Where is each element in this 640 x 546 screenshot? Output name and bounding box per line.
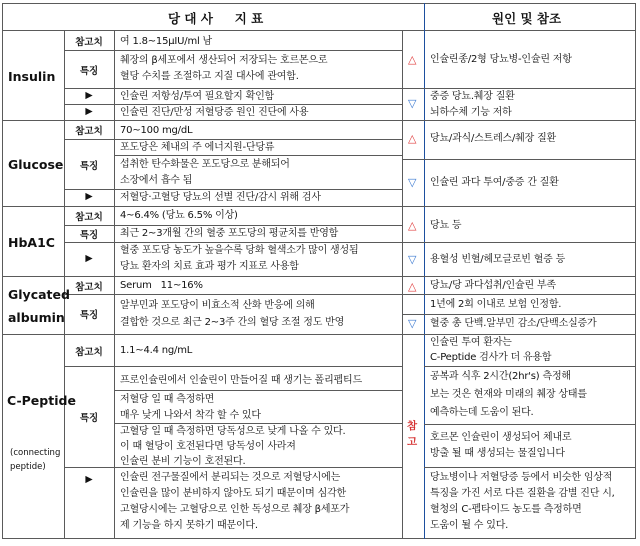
glucose-feat-label: 특징 bbox=[79, 161, 99, 172]
glycated-down-marker: ▽ bbox=[408, 317, 417, 330]
glucose-up-marker: △ bbox=[408, 132, 417, 145]
param-glucose: Glucose bbox=[8, 157, 64, 172]
cpep-r4-3: 혈청의 C-펩타이드 농도를 측정하면 bbox=[430, 504, 582, 515]
table-border-right bbox=[635, 3, 636, 539]
insulin-line-1 bbox=[64, 50, 402, 51]
cpep-ref: 1.1~4.4 ng/mL bbox=[120, 345, 193, 356]
insulin-up: 인슐린종/2형 당뇨병-인슐린 저항 bbox=[430, 54, 572, 65]
insulin-feat-2: 혈당 수치를 조절하고 지질 대사에 관여함. bbox=[120, 71, 299, 82]
param-cpep: C-Peptide bbox=[7, 393, 76, 408]
insulin-up-marker: △ bbox=[408, 53, 417, 66]
glucose-line-1 bbox=[64, 139, 402, 140]
table-border-top bbox=[2, 3, 636, 4]
param-cpep-sub-2: peptide) bbox=[10, 462, 46, 472]
insulin-ref-label: 참고치 bbox=[75, 37, 103, 48]
cpep-f2-1: 저혈당 일 때 측정하면 bbox=[120, 394, 215, 405]
cpep-ref-vertical-1: 참 bbox=[407, 420, 418, 432]
cpep-right-line-3 bbox=[424, 467, 636, 468]
insulin-bullet-2: ▶ bbox=[85, 106, 93, 117]
param-cpep-sub-1: (connecting bbox=[10, 448, 61, 458]
col-label-line bbox=[114, 30, 115, 539]
glycated-up-marker: △ bbox=[408, 280, 417, 293]
insulin-down-2: 뇌하수체 기능 저하 bbox=[430, 107, 512, 118]
glycated-ref: Serum 11~16% bbox=[120, 280, 203, 291]
glucose-feat-3: 소장에서 흡수 됨 bbox=[120, 175, 193, 186]
hba1c-line-2 bbox=[64, 242, 402, 243]
table-border-left bbox=[2, 3, 3, 539]
glucose-line-2 bbox=[114, 155, 402, 156]
cpep-r1-2: C-Peptide 검사가 더 유용함 bbox=[430, 352, 552, 363]
glycated-right-line-2 bbox=[402, 314, 636, 315]
sep-hba1c-glycated bbox=[2, 276, 636, 277]
insulin-line-3 bbox=[64, 104, 402, 105]
hba1c-down: 용혈성 빈혈/헤모글로빈 혈증 등 bbox=[430, 254, 566, 265]
glucose-feat-2: 섭취한 탄수화물은 포도당으로 분해되어 bbox=[120, 159, 290, 170]
sep-glycated-cpep bbox=[2, 334, 636, 335]
glycated-ref-label: 참고치 bbox=[75, 282, 103, 293]
insulin-down-1: 중증 당뇨.췌장 질환 bbox=[430, 91, 515, 102]
insulin-line-2 bbox=[64, 88, 402, 89]
cpep-r2-2: 보는 것은 현재와 미래의 췌장 상태를 bbox=[430, 389, 587, 400]
param-glycated-1: Glycated bbox=[8, 287, 70, 302]
glycated-feat-label: 특징 bbox=[79, 310, 99, 321]
cpep-r3-2: 방출 될 때 생성되는 물질입니다 bbox=[430, 448, 565, 459]
cpep-b1-2: 인슐린을 많이 분비하지 않아도 되기 때문이며 심각한 bbox=[120, 488, 346, 499]
cpep-b1-3: 고혈당시에는 고혈당으로 인한 독성으로 췌장 β세포가 bbox=[120, 504, 350, 515]
cpep-b1-4: 제 기능을 하지 못하기 때문이다. bbox=[120, 520, 258, 531]
glycated-up: 당뇨/당 과다섭취/인슐린 부족 bbox=[430, 280, 556, 291]
col-marker-line bbox=[402, 30, 403, 539]
table-border-bottom bbox=[2, 538, 636, 539]
sep-insulin-glucose bbox=[2, 120, 636, 121]
cpep-f2-2: 매우 낮게 나와서 착각 할 수 있다 bbox=[120, 410, 261, 421]
cpep-r4-2: 특징을 가진 서로 다른 질환을 감별 진단 시, bbox=[430, 488, 615, 499]
hba1c-ref: 4~6.4% (당뇨 6.5% 이상) bbox=[120, 210, 238, 221]
glucose-right-line bbox=[402, 159, 636, 160]
insulin-feat-label: 특징 bbox=[79, 66, 99, 77]
insulin-right-line bbox=[402, 88, 636, 89]
glycated-note: 1년에 2회 이내로 보험 인정함. bbox=[430, 299, 562, 310]
glycated-feat-1: 알부민과 포도당이 비효소적 산화 반응에 의해 bbox=[120, 300, 315, 311]
cpep-f3-2: 이 때 혈당이 호전된다면 당독성이 사라져 bbox=[120, 441, 296, 452]
sep-glucose-hba1c bbox=[2, 206, 636, 207]
glucose-ref: 70~100 mg/dL bbox=[120, 125, 193, 136]
glucose-b1: 저혈당·고혈당 당뇨의 선별 진단/감시 위해 검사 bbox=[120, 192, 321, 203]
cpep-f3-3: 인슐린 분비 기능이 호전된다. bbox=[120, 456, 246, 467]
glucose-ref-label: 참고치 bbox=[75, 126, 103, 137]
cpep-r3-1: 호르몬 인슐린이 생성되어 체내로 bbox=[430, 432, 572, 443]
param-hba1c: HbA1C bbox=[8, 235, 55, 250]
glucose-line-3 bbox=[64, 189, 402, 190]
glycated-feat-2: 결합한 것으로 최근 2~3주 간의 혈당 조절 정도 반영 bbox=[120, 317, 345, 328]
header-right-title: 원인 및 참조 bbox=[492, 11, 562, 26]
hba1c-up-marker: △ bbox=[408, 219, 417, 232]
hba1c-right-line bbox=[402, 242, 636, 243]
cpep-f3-1: 고혈당 일 때 측정하면 당독성으로 낮게 나올 수 있다. bbox=[120, 426, 346, 437]
glucose-down: 인슐린 과다 투여/중증 간 질환 bbox=[430, 177, 559, 188]
cpep-ref-vertical-2: 고 bbox=[407, 436, 418, 448]
hba1c-line-1 bbox=[64, 225, 402, 226]
header-left-title: 당 대 사 지 표 bbox=[168, 11, 264, 26]
cpep-line-2 bbox=[114, 390, 402, 391]
hba1c-b1-1: 혈중 포도당 농도가 높을수록 당화 혈색소가 많이 생성됨 bbox=[120, 245, 359, 256]
header-divider bbox=[2, 30, 636, 31]
cpep-r4-4: 도움이 될 수 있다. bbox=[430, 520, 509, 531]
section-divider bbox=[424, 3, 425, 539]
hba1c-bullet-1: ▶ bbox=[85, 253, 93, 264]
glycated-right-line-1 bbox=[402, 294, 636, 295]
glucose-down-marker: ▽ bbox=[408, 176, 417, 189]
hba1c-down-marker: ▽ bbox=[408, 253, 417, 266]
insulin-ref: 여 1.8~15μIU/ml 남 bbox=[120, 36, 213, 47]
glycated-down: 혈중 총 단백.알부민 감소/단백소실증가 bbox=[430, 318, 597, 329]
hba1c-feat-label: 특징 bbox=[79, 230, 99, 241]
cpep-right-line-2 bbox=[424, 424, 636, 425]
cpep-bullet-1: ▶ bbox=[85, 474, 93, 485]
cpep-r1-1: 인슐린 투여 환자는 bbox=[430, 337, 512, 348]
cpep-feat-label: 특징 bbox=[79, 413, 99, 424]
glucose-up: 당뇨/과식/스트레스/췌장 질환 bbox=[430, 133, 557, 144]
hba1c-ref-label: 참고치 bbox=[75, 212, 103, 223]
cpep-r2-3: 예측하는데 도움이 된다. bbox=[430, 407, 534, 418]
glucose-feat-1: 포도당은 체내의 주 에너지원-단당류 bbox=[120, 142, 275, 153]
cpep-f1: 프로인슐린에서 인슐린이 만들어질 때 생기는 폴리펩티드 bbox=[120, 375, 362, 386]
param-insulin: Insulin bbox=[8, 69, 56, 84]
glycated-line-1 bbox=[64, 294, 402, 295]
param-glycated-2: albumin bbox=[8, 310, 65, 325]
cpep-r2-1: 공복과 식후 2시간(2hr's) 측정해 bbox=[430, 371, 571, 382]
insulin-down-marker: ▽ bbox=[408, 97, 417, 110]
cpep-r4-1: 당뇨병이나 저혈당증 등에서 비슷한 임상적 bbox=[430, 472, 613, 483]
hba1c-feat: 최근 2~3개월 간의 혈중 포도당의 평균치를 반영함 bbox=[120, 228, 339, 239]
cpep-right-line-1 bbox=[424, 366, 636, 367]
glucose-bullet-1: ▶ bbox=[85, 191, 93, 202]
insulin-bullet-1: ▶ bbox=[85, 90, 93, 101]
cpep-ref-label: 참고치 bbox=[75, 347, 103, 358]
cpep-b1-1: 인슐린 전구물질에서 분리되는 것으로 저혈당시에는 bbox=[120, 472, 341, 483]
insulin-b2: 인슐린 진단/만성 저혈당증 원인 진단에 사용 bbox=[120, 107, 309, 118]
insulin-b1: 인슐린 저항성/투여 필요할지 확인함 bbox=[120, 91, 275, 102]
hba1c-b1-2: 당뇨 환자의 치료 효과 평가 지표로 사용함 bbox=[120, 261, 299, 272]
insulin-feat-1: 췌장의 β세포에서 생산되어 저장되는 호르몬으로 bbox=[120, 55, 328, 66]
cpep-line-1 bbox=[64, 366, 402, 367]
cpep-line-3 bbox=[114, 423, 402, 424]
hba1c-up: 당뇨 등 bbox=[430, 220, 462, 231]
